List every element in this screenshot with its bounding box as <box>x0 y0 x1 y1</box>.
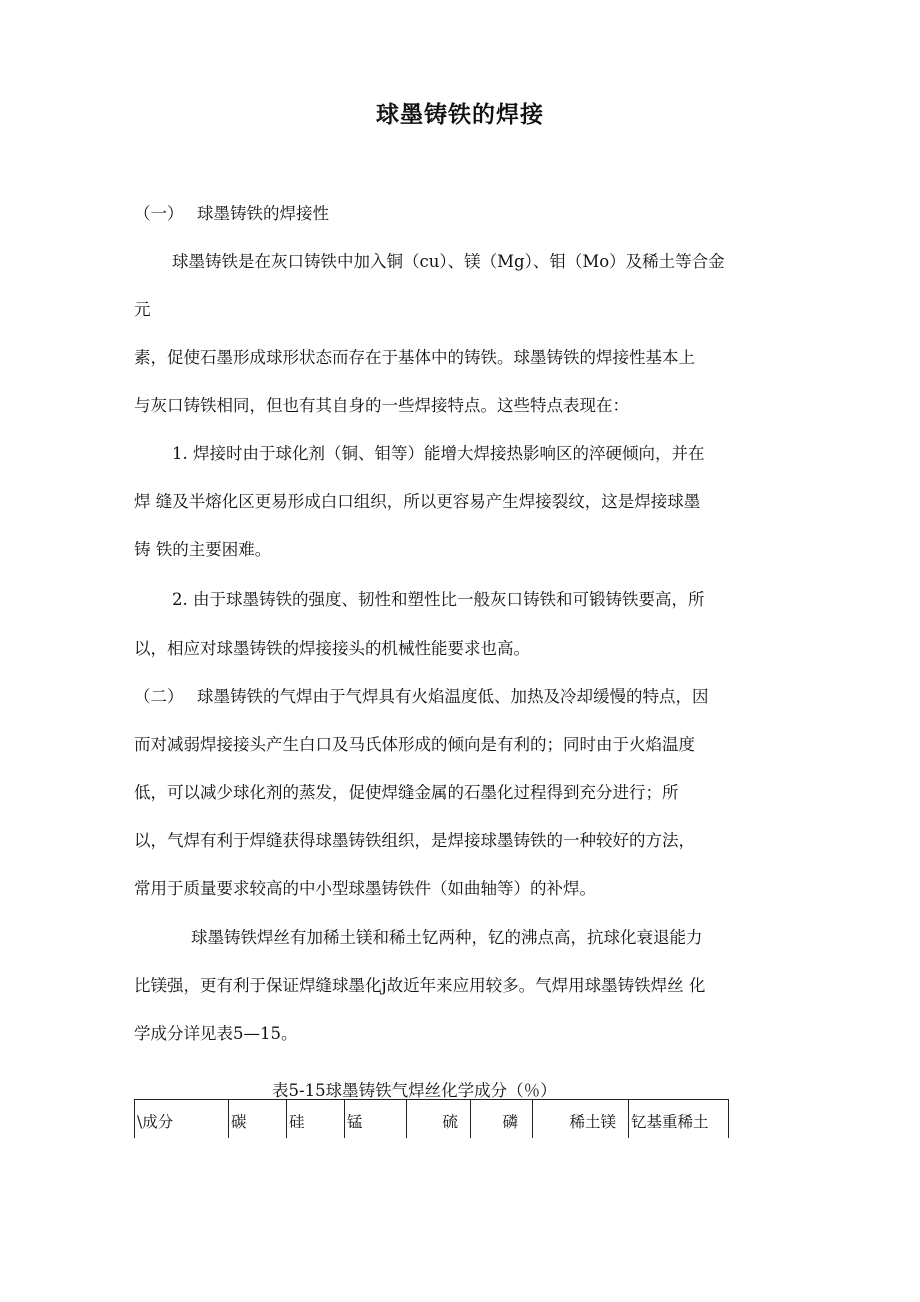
paragraph-line: 球墨铸铁是在灰口铸铁中加入铜（cu）、镁（Mg）、钼（Mo）及稀土等合金 <box>172 252 725 271</box>
table-header-cell: 硫 <box>407 1100 471 1138</box>
paragraph-line: 常用于质量要求较高的中小型球墨铸铁件（如曲轴等）的补焊。 <box>134 879 596 898</box>
table-caption: 表5-15球墨铸铁气焊丝化学成分（％） <box>272 1081 557 1100</box>
table-header-cell: \成分 <box>135 1100 229 1138</box>
paragraph-line: 比镁强，更有利于保证焊缝球墨化j故近年来应用较多。气焊用球墨铸铁焊丝 化 <box>134 976 706 995</box>
table-header-cell: 稀土镁 <box>533 1100 629 1138</box>
paragraph-line: 以，相应对球墨铸铁的焊接接头的机械性能要求也高。 <box>134 639 530 658</box>
paragraph-line: 焊 缝及半熔化区更易形成白口组织，所以更容易产生焊接裂纹，这是焊接球墨 <box>134 492 701 511</box>
composition-table <box>134 1099 729 1138</box>
paragraph-line: 铸 铁的主要困难。 <box>134 540 272 559</box>
paragraph-line: 而对减弱焊接接头产生白口及马氏体形成的倾向是有利的；同时由于火焰温度 <box>134 735 695 754</box>
list-item-2: 2. 由于球墨铸铁的强度、韧性和塑性比一般灰口铸铁和可锻铸铁要高，所 <box>172 590 705 609</box>
section-heading-1: （一） 球墨铸铁的焊接性 <box>134 204 329 223</box>
table-header-row <box>135 1100 729 1138</box>
paragraph-line: 球墨铸铁焊丝有加稀土镁和稀土钇两种，钇的沸点高，抗球化衰退能力 <box>191 928 703 947</box>
section-heading-2: （二） 球墨铸铁的气焊由于气焊具有火焰温度低、加热及冷却缓慢的特点，因 <box>134 687 709 706</box>
paragraph-line: 学成分详见表5—15。 <box>134 1024 298 1043</box>
list-item-1: 1. 焊接时由于球化剂（铜、钼等）能增大焊接热影响区的淬硬倾向，并在 <box>172 444 705 463</box>
table-header-cell: 硅 <box>287 1100 345 1138</box>
paragraph-line: 低，可以减少球化剂的蒸发，促使焊缝金属的石墨化过程得到充分进行；所 <box>134 783 679 802</box>
table-header-cell: 碳 <box>229 1100 287 1138</box>
paragraph-line: 素，促使石墨形成球形状态而存在于基体中的铸铁。球墨铸铁的焊接性基本上 <box>134 348 695 367</box>
paragraph-line: 以，气焊有利于焊缝获得球墨铸铁组织，是焊接球墨铸铁的一种较好的方法， <box>134 831 695 850</box>
page-title: 球墨铸铁的焊接 <box>376 102 544 128</box>
table-header-cell: 锰 <box>345 1100 407 1138</box>
table-header-cell: 钇基重稀土 <box>629 1100 729 1138</box>
paragraph-line: 元 <box>134 300 151 319</box>
table-header-cell: 磷 <box>471 1100 533 1138</box>
paragraph-line: 与灰口铸铁相同，但也有其自身的一些焊接特点。这些特点表现在： <box>134 396 629 415</box>
